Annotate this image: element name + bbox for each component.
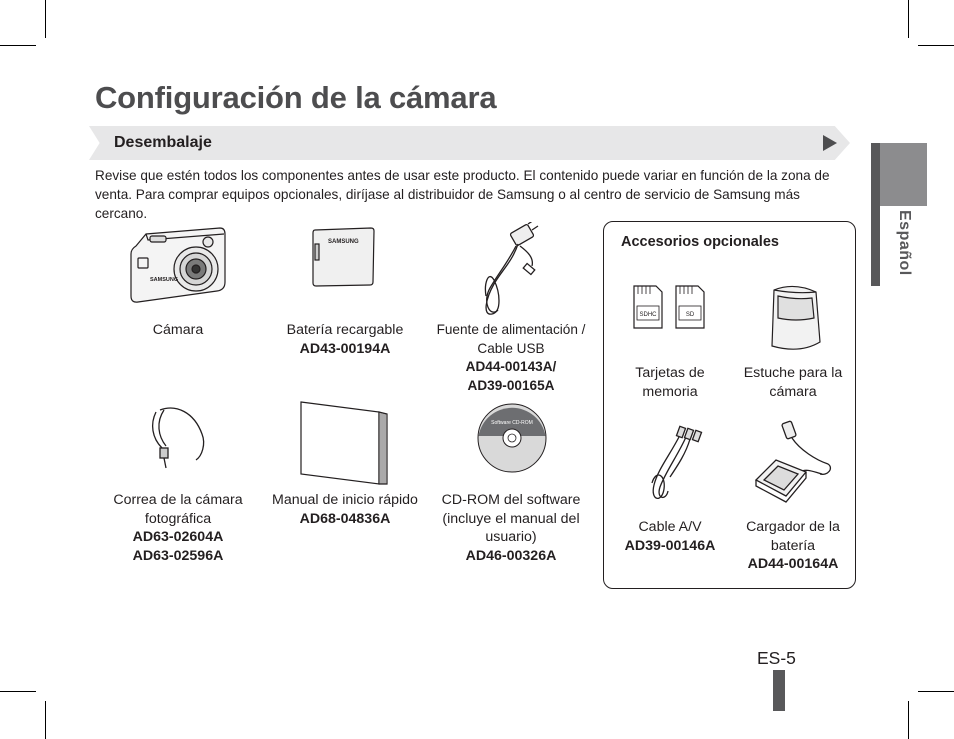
battery-brand-text: SAMSUNG	[328, 239, 359, 245]
crop-mark	[45, 0, 46, 38]
quick-start-manual-image	[299, 400, 391, 486]
crop-mark	[45, 701, 46, 739]
sd-card-label: SD	[685, 312, 695, 318]
battery-image	[311, 226, 377, 288]
crop-mark	[918, 691, 954, 692]
camera-image	[128, 224, 228, 306]
crop-mark	[908, 0, 909, 38]
av-cable-image	[640, 425, 704, 505]
language-tab-block	[880, 143, 927, 206]
camera-strap-image	[146, 404, 210, 474]
crop-mark	[0, 45, 36, 46]
crop-mark	[0, 691, 36, 692]
camera-case-caption: Estuche para la cámara	[743, 365, 843, 400]
av-cable-caption: Cable A/V AD39-00146A	[624, 519, 716, 554]
language-tab-label: Español	[896, 210, 913, 276]
crop-mark	[918, 45, 954, 46]
camera-strap-caption: Correa de la cámara fotográfica AD63-02604A AD63-02596A	[113, 492, 243, 564]
cd-rom-caption: CD-ROM del software (incluye el manual del usuario) AD46-00326A	[441, 492, 581, 564]
power-adapter-caption: Fuente de alimentación / Cable USB AD44-00143A/ AD39-00165A	[436, 322, 586, 393]
memory-cards-image	[632, 284, 712, 330]
crop-mark	[908, 701, 909, 739]
page-number: ES-5	[757, 648, 796, 668]
cd-rom-image	[476, 402, 548, 474]
page-number-bar	[773, 670, 785, 711]
battery-charger-image	[750, 420, 836, 506]
language-tab-bar	[871, 206, 880, 286]
quick-start-manual-caption: Manual de inicio rápido AD68-04836A	[272, 492, 418, 527]
camera-brand-text: SAMSUNG	[150, 277, 179, 283]
optional-accessories-title: Accesorios opcionales	[621, 234, 779, 250]
section-title: Desembalaje	[114, 134, 212, 151]
battery-caption: Batería recargable AD43-00194A	[286, 322, 404, 357]
power-adapter-image	[472, 222, 552, 320]
camera-case-image	[764, 284, 824, 354]
memory-cards-caption: Tarjetas de memoria	[635, 365, 705, 400]
cd-rom-disc-text: Software CD-ROM	[491, 420, 533, 426]
sdhc-card-label: SDHC	[639, 312, 657, 318]
camera-caption: Cámara	[152, 322, 204, 338]
page-title: Configuración de la cámara	[95, 80, 497, 115]
language-tab-edge	[871, 143, 880, 206]
intro-paragraph: Revise que estén todos los componentes antes de usar este producto. El contenido puede variar en función de la zona de venta. Para comprar equipos opcionales, diríjase al distribuidor de Samsung o al centro de servicio de Samsung más cercano.	[95, 168, 830, 221]
battery-charger-caption: Cargador de la batería AD44-00164A	[746, 519, 840, 572]
next-arrow-icon	[823, 135, 837, 151]
